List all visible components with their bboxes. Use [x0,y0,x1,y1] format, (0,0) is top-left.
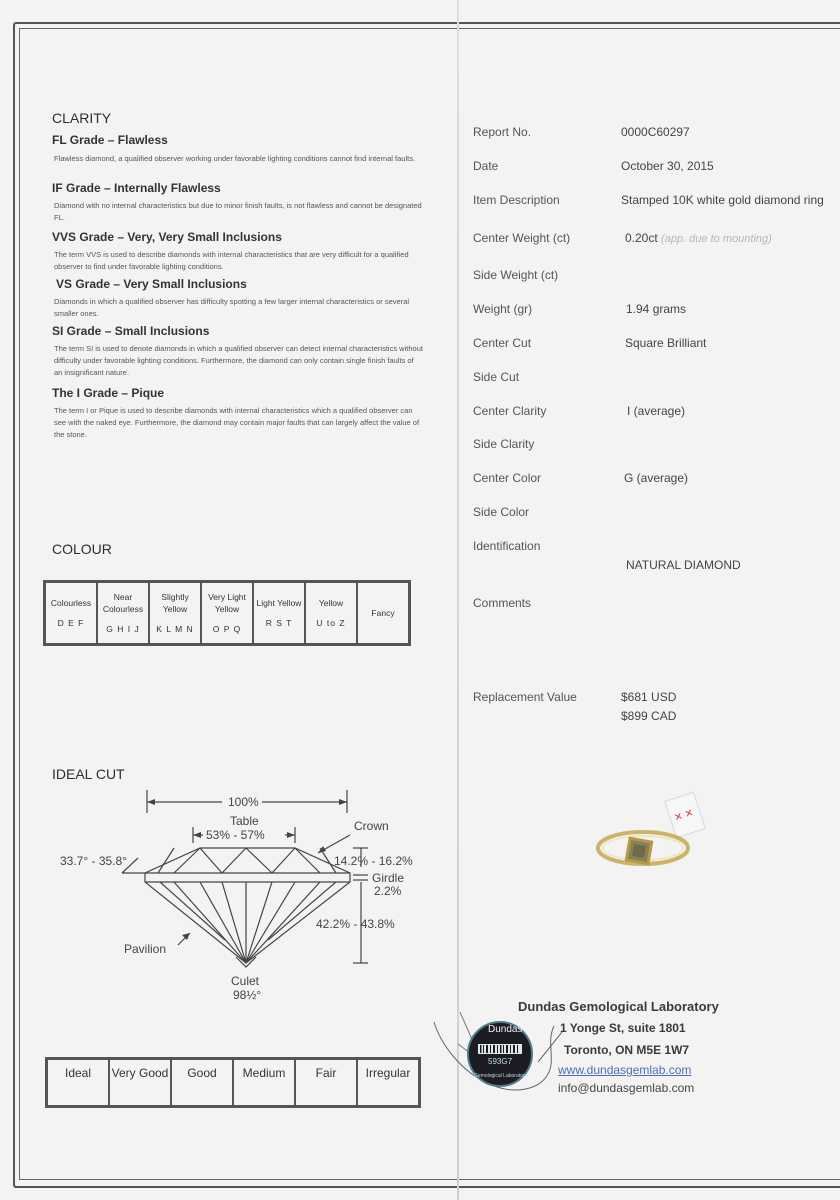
value-report-no: 0000C60297 [621,125,690,139]
colour-heading: COLOUR [52,541,112,557]
clarity-grade-fl-title: FL Grade – Flawless [52,133,168,147]
clarity-grade-vs-desc: Diamonds in which a qualified observer has difficulty spotting a few larger internal characteristics or several smaller ones. [54,297,410,318]
cut-grade-medium: Medium [233,1059,295,1106]
value-replacement-cad: $899 CAD [621,709,677,723]
colour-code: G H I J [106,624,140,634]
cut-grade-table [45,1057,421,1108]
value-center-weight [625,231,772,245]
label-crown: Crown [354,819,389,833]
colour-cell-yellow [305,582,357,644]
label-identification: Identification [473,539,541,553]
cut-grade-very-good: Very Good [109,1059,171,1106]
center-weight-note: (app. due to mounting) [661,233,772,245]
value-center-color: G (average) [624,471,689,485]
colour-cell-slightly-yellow [149,582,201,644]
clarity-grade-vs-title: VS Grade – Very Small Inclusions [56,277,247,291]
value-item-description: Stamped 10K white gold diamond ring [621,193,824,207]
clarity-grade-i-title: The I Grade – Pique [52,386,165,400]
cut-grade-good: Good [171,1059,233,1106]
lab-name: Dundas Gemological Laboratory [518,999,719,1014]
cut-grade-fair: Fair [295,1059,357,1106]
clarity-grade-i-desc: The term I or Pique is used to describe diamonds with internal characteristics which a qualified observer can see with the naked eye. Furthermore, the diamond may contain major faults that can largely affect the value of the stone. [54,406,420,439]
label-crown-angle: 33.7° - 35.8° [60,854,127,868]
label-pavilion-depth: 42.2% - 43.8% [316,917,395,931]
colour-name: Light Yellow [256,598,302,608]
lab-email: info@dundasgemlab.com [558,1081,695,1095]
colour-cell-near-colourless [97,582,149,644]
value-date: October 30, 2015 [621,159,714,173]
label-item-description: Item Description [473,193,560,207]
clarity-grade-if-title: IF Grade – Internally Flawless [52,181,221,195]
colour-cell-fancy [357,582,409,644]
colour-cell-light-yellow [253,582,305,644]
colour-cell-colourless [45,582,97,644]
clarity-grade-fl-desc: Flawless diamond, a qualified observer working under favorable lighting conditions cannot find internal faults. [54,154,416,163]
center-weight-value: 0.20ct [625,231,658,245]
label-pavilion: Pavilion [124,942,167,956]
colour-code: O P Q [212,624,242,634]
seal-text-bottom: Gemological Laboratory [474,1073,528,1079]
colour-name: Slightly Yellow [161,592,189,614]
seal-number: 593G7 [488,1057,513,1066]
label-width: 100% [228,795,259,809]
ideal-cut-heading: IDEAL CUT [52,766,125,782]
lab-address-line1: 1 Yonge St, suite 1801 [560,1021,686,1035]
colour-name: Near Colourless [102,592,144,614]
label-side-cut: Side Cut [473,370,520,384]
colour-scale-table [43,580,411,646]
label-table: Table [230,814,259,828]
label-center-color: Center Color [473,471,542,485]
colour-name: Fancy [371,608,395,618]
value-weight-gr: 1.94 grams [626,302,687,316]
colour-code: D E F [57,618,85,628]
svg-text:✕ ✕: ✕ ✕ [672,807,695,825]
colour-code: K L M N [156,624,194,634]
diamond-cut-diagram [50,785,430,1005]
value-center-cut: Square Brilliant [625,336,707,350]
clarity-grade-si-desc: The term SI is used to denote diamonds in which a qualified observer can detect internal characteristics without difficulty under favorable lighting conditions. Furthermore, the diamond can only contain single finish faults of an insignificant nature. [54,344,423,377]
label-side-color: Side Color [473,505,530,519]
clarity-grade-vvs-desc: The term VVS is used to describe diamonds with internal characteristics that are very difficult for a qualified observer to find under favorable lighting conditions. [54,250,409,271]
colour-code: U to Z [316,618,346,628]
label-center-clarity: Center Clarity [473,404,547,418]
colour-name: Colourless [50,598,92,608]
lab-website-link[interactable]: www.dundasgemlab.com [558,1063,692,1077]
colour-name: Yellow [318,598,344,608]
cut-grade-ideal: Ideal [47,1059,109,1106]
colour-name: Very Light Yellow [208,592,246,614]
colour-code: R S T [265,618,293,628]
label-center-cut: Center Cut [473,336,532,350]
colour-cell-very-light-yellow [201,582,253,644]
value-replacement-usd: $681 USD [621,690,677,704]
label-culet: Culet [231,974,260,988]
label-comments: Comments [473,596,532,610]
cut-grade-irregular: Irregular [357,1059,419,1106]
label-girdle-value: 2.2% [374,884,402,898]
value-identification: NATURAL DIAMOND [626,558,741,572]
label-side-weight: Side Weight (ct) [473,268,559,282]
label-table-range: 53% - 57% [206,828,265,842]
label-date: Date [473,159,499,173]
label-girdle: Girdle [372,871,405,885]
clarity-grade-si-title: SI Grade – Small Inclusions [52,324,210,338]
label-culet-value: 98½° [233,988,262,1002]
clarity-grade-vvs-title: VVS Grade – Very, Very Small Inclusions [52,230,282,244]
lab-address-line2: Toronto, ON M5E 1W7 [564,1043,690,1057]
value-center-clarity: I (average) [627,404,686,418]
label-side-clarity: Side Clarity [473,437,535,451]
clarity-grade-if-desc: Diamond with no internal characteristics but due to minor finish faults, is not flawless and cannot be designated FL. [54,201,422,222]
lab-seal-hologram [430,1002,570,1102]
clarity-heading: CLARITY [52,110,112,126]
label-replacement-value: Replacement Value [473,690,577,704]
label-weight-gr: Weight (gr) [473,302,533,316]
ring-photo [588,790,728,890]
label-report-no: Report No. [473,125,532,139]
seal-text-top: Dundas [488,1024,523,1035]
label-center-weight: Center Weight (ct) [473,231,571,245]
label-crown-height: 14.2% - 16.2% [334,854,413,868]
